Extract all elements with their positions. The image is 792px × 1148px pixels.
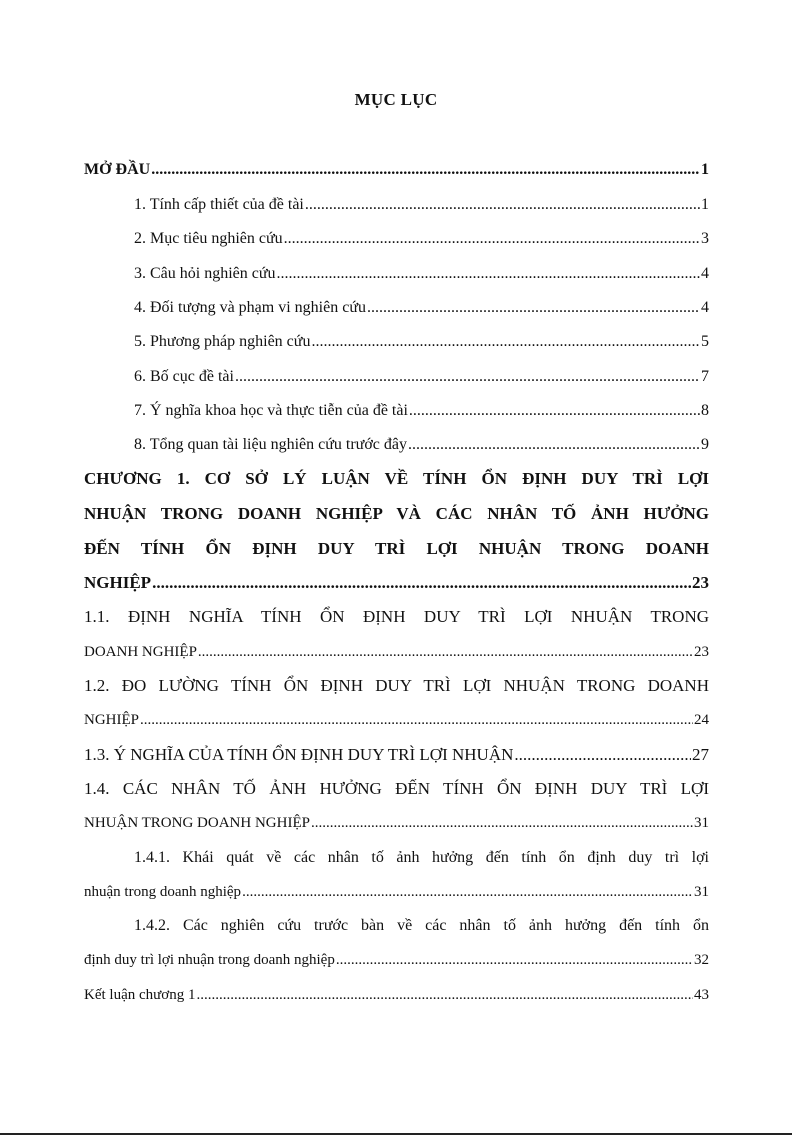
toc-section-1-4-1-line-2[interactable] [84,880,709,904]
toc-entry-2[interactable] [134,227,709,251]
toc-leader-dots [235,365,700,389]
toc-chapter-1-line-4[interactable] [84,571,709,595]
toc-entry-text: 1.3. Ý NGHĨA CỦA TÍNH ỔN ĐỊNH DUY TRÌ LỢI NHUẬN [84,745,514,764]
toc-entry-text: 2. Mục tiêu nghiên cứu [134,230,283,247]
toc-page-number: 4 [701,299,709,316]
toc-entry-text: NGHIỆP [84,573,152,592]
toc-leader-dots [242,880,693,904]
toc-page-number: 23 [694,644,709,660]
toc-section-1-2-line-1[interactable]: 1.2. ĐO LƯỜNG TÍNH ỔN ĐỊNH DUY TRÌ LỢI NHUẬN TRONG DOANH [84,676,709,695]
toc-entry-7[interactable] [134,399,709,423]
toc-entry-text: DOANH NGHIỆP [84,644,197,660]
toc-page-number: 8 [701,402,709,419]
toc-section-1-1-line-2[interactable] [84,640,709,664]
toc-entry-8[interactable] [134,433,709,457]
bottom-divider [0,1133,792,1135]
toc-leader-dots [140,708,693,732]
toc-page-number: 31 [694,815,709,831]
toc-section-1-4-line-2[interactable] [84,811,709,835]
toc-page-number: 27 [692,745,709,764]
toc-page-number: 43 [694,987,709,1003]
toc-section-1-4-2-line-2[interactable] [84,948,709,972]
toc-chapter-1-line-1[interactable]: CHƯƠNG 1. CƠ SỞ LÝ LUẬN VỀ TÍNH ỔN ĐỊNH DUY TRÌ LỢI [84,469,709,488]
toc-entry-text: 5. Phương pháp nghiên cứu [134,333,311,350]
toc-entry-text: 6. Bố cục đề tài [134,368,234,385]
toc-entry-text: nhuận trong doanh nghiệp [84,884,242,900]
toc-leader-dots [409,399,700,423]
toc-page-number: 4 [701,265,709,282]
toc-page-number: 7 [701,368,709,385]
toc-entry-text: 4. Đối tượng và phạm vi nghiên cứu [134,299,366,316]
toc-entry-text: NGHIỆP [84,712,139,728]
toc-leader-dots [198,640,693,664]
toc-entry-mo-dau[interactable] [84,158,709,182]
toc-entry-5[interactable] [134,330,709,354]
toc-leader-dots [408,433,700,457]
toc-leader-dots [336,948,693,972]
toc-chapter-1-line-2[interactable]: NHUẬN TRONG DOANH NGHIỆP VÀ CÁC NHÂN TỐ ẢNH HƯỞNG [84,504,709,523]
toc-entry-1[interactable] [134,193,709,217]
toc-page-number: 9 [701,436,709,453]
toc-leader-dots [514,743,691,767]
toc-leader-dots [284,227,700,251]
toc-section-1-4-1-line-1[interactable]: 1.4.1. Khái quát về các nhân tố ảnh hưởng đến tính ổn định duy trì lợi [134,849,709,866]
toc-entry-text: định duy trì lợi nhuận trong doanh nghiệp [84,952,335,968]
toc-leader-dots [196,983,693,1007]
toc-entry-3[interactable] [134,262,709,286]
toc-page-number: 24 [694,712,709,728]
toc-chapter-1-line-3[interactable]: ĐẾN TÍNH ỔN ĐỊNH DUY TRÌ LỢI NHUẬN TRONG DOANH [84,539,709,558]
toc-conclusion-chapter-1[interactable] [84,983,709,1007]
toc-entry-4[interactable] [134,296,709,320]
toc-entry-text: 7. Ý nghĩa khoa học và thực tiễn của đề tài [134,402,408,419]
toc-entry-text: Kết luận chương 1 [84,987,196,1003]
toc-title: MỤC LỤC [354,90,438,109]
toc-section-1-1-line-1[interactable]: 1.1. ĐỊNH NGHĨA TÍNH ỔN ĐỊNH DUY TRÌ LỢI NHUẬN TRONG [84,607,709,626]
toc-entry-text: 3. Câu hỏi nghiên cứu [134,265,276,282]
toc-page-number: 3 [701,230,709,247]
toc-section-1-2-line-2[interactable] [84,708,709,732]
toc-leader-dots [305,193,700,217]
toc-leader-dots [311,811,693,835]
toc-entry-text: MỞ ĐẦU [84,161,151,178]
toc-entry-6[interactable] [134,365,709,389]
toc-leader-dots [277,262,700,286]
toc-leader-dots [152,571,691,595]
toc-page-number: 23 [692,573,709,592]
toc-page-number: 32 [694,952,709,968]
toc-entry-text: NHUẬN TRONG DOANH NGHIỆP [84,815,310,831]
toc-leader-dots [151,158,700,182]
toc-page-number: 1 [701,161,709,178]
toc-section-1-3[interactable] [84,743,709,767]
toc-page-number: 1 [701,196,709,213]
toc-leader-dots [367,296,700,320]
toc-page-number: 31 [694,884,709,900]
toc-section-1-4-2-line-1[interactable]: 1.4.2. Các nghiên cứu trước bàn về các nhân tố ảnh hưởng đến tính ổn [134,917,709,934]
toc-entry-text: 8. Tổng quan tài liệu nghiên cứu trước đây [134,436,407,453]
toc-section-1-4-line-1[interactable]: 1.4. CÁC NHÂN TỐ ẢNH HƯỞNG ĐẾN TÍNH ỔN ĐỊNH DUY TRÌ LỢI [84,779,709,798]
toc-entry-text: 1. Tính cấp thiết của đề tài [134,196,304,213]
toc-page-number: 5 [701,333,709,350]
toc-leader-dots [311,330,700,354]
